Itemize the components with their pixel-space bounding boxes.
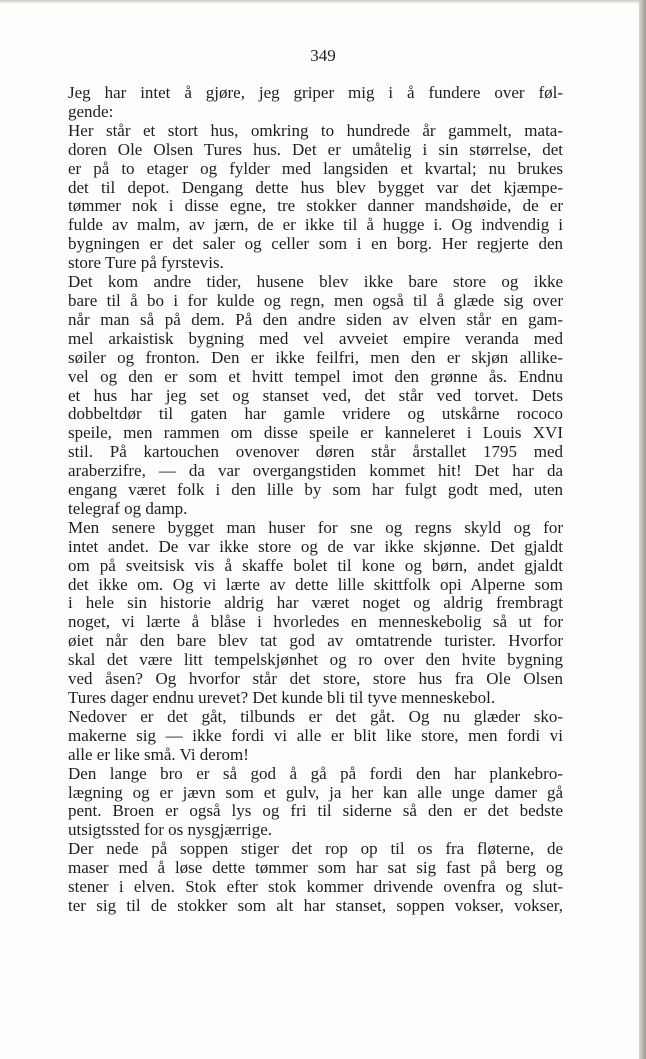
text-line: noget, vi lærte å blåse i hvorledes en menneskebolig så ut for	[68, 612, 563, 632]
text-line: Nedover er det gåt, tilbunds er det gåt. Og nu glæder sko-	[68, 706, 563, 726]
paragraph	[49, 273, 563, 519]
text-line: Den lange bro er så god å gå på fordi den har plankebro-	[68, 763, 563, 783]
text-line: fulde av malm, av jærn, de er ikke til å hugge i. Og indvendig i	[68, 215, 563, 235]
paragraph	[49, 122, 563, 273]
text-line: ved åsen? Og hvorfor står det store, store hus fra Ole Olsen	[68, 669, 563, 689]
text-line: Tures dager endnu urevet? Det kunde bli til tyve menneskebol.	[68, 688, 496, 707]
body-text	[49, 84, 563, 916]
text-line: øiet når den bare blev tat god av omtatrende turister. Hvorfor	[68, 631, 563, 651]
page-top-edge	[0, 0, 646, 4]
text-line: bygningen er det saler og celler som i en borg. Her regjerte den	[68, 234, 563, 254]
text-line: Jeg har intet å gjøre, jeg griper mig i å fundere over føl-	[68, 83, 563, 102]
text-line: araberzifre, — da var overgangstiden kommet hit! Det har da	[68, 461, 563, 481]
text-line: et hus har jeg set og stanset ved, det står ved torvet. Dets	[68, 385, 563, 405]
text-line: alle er like små. Vi derom!	[68, 744, 249, 764]
text-line: dobbeltdør til gaten har gamle vridere og utskårne rococo	[68, 404, 563, 424]
text-line: er på to etager og fylder med langsiden et kvartal; nu brukes	[68, 158, 563, 178]
text-line: telegraf og damp.	[68, 498, 188, 518]
text-line: det til depot. Dengang dette hus blev bygget var det kjæmpe-	[68, 177, 563, 197]
text-line: søiler og fronton. Den er ikke feilfri, men den er skjøn allike-	[68, 347, 563, 367]
paragraph	[49, 708, 563, 765]
text-line: Men senere bygget man huser for sne og regns skyld og for	[68, 517, 563, 537]
text-line: vel og den er som et hvitt tempel imot den grønne ås. Endnu	[68, 366, 563, 386]
text-line: Det kom andre tider, husene blev ikke bare store og ikke	[68, 272, 563, 292]
text-line: Der nede på soppen stiger det rop op til os fra fløterne, de	[68, 839, 563, 859]
paragraph	[49, 765, 563, 841]
text-line: doren Ole Olsen Tures hus. Det er umåtelig i sin størrelse, det	[68, 139, 563, 159]
text-line: tømmer nok i disse egne, tre stokker danner mandshøide, de er	[68, 196, 563, 216]
text-line: ter sig til de stokker som alt har stanset, soppen vokser, vokser,	[68, 895, 563, 915]
text-line: stener i elven. Stok efter stok kommer drivende ovenfra og slut-	[68, 877, 563, 897]
text-line: bare til å bo i for kulde og regn, men også til å glæde sig over	[68, 290, 563, 310]
text-line: når man så på dem. På den andre siden av elven står en gam-	[68, 309, 563, 329]
text-line: lægning og er jævn som et gulv, ja her kan alle unge damer gå	[68, 782, 563, 802]
text-line: pent. Broen er også lys og fri til siderne så den er det bedste	[68, 801, 563, 821]
paragraph	[49, 84, 563, 122]
text-line: maser med å løse dette tømmer som har sat sig fast på berg og	[68, 858, 563, 878]
text-line: makerne sig — ikke fordi vi alle er blit like store, men fordi vi	[68, 725, 563, 745]
text-line: utsigtssted for os nysgjærrige.	[68, 820, 272, 840]
text-line: stil. På kartouchen ovenover døren står årstallet 1795 med	[68, 442, 563, 462]
text-line: intet andet. De var ikke store og de var ikke skjønne. Det gjaldt	[68, 536, 563, 556]
text-line: gende:	[68, 101, 114, 121]
page-right-edge	[639, 0, 646, 1059]
paragraph	[49, 840, 563, 916]
text-line: store Ture på fyrstevis.	[68, 253, 224, 273]
text-line: i hele sin historie aldrig har været noget og aldrig frembragt	[68, 593, 563, 613]
text-line: om på sveitsisk vis å skaffe bolet til kone og børn, andet gjaldt	[68, 555, 563, 575]
text-line: Her står et stort hus, omkring to hundrede år gammelt, mata-	[68, 120, 563, 140]
page-number: 349	[310, 46, 336, 65]
text-line: det ikke om. Og vi lærte av dette lille skittfolk opi Alperne som	[68, 574, 563, 594]
text-line: skal det være litt tempelskjønhet og ro over den hvite bygning	[68, 650, 563, 670]
paragraph	[49, 519, 563, 708]
text-line: mel arkaistisk bygning med vel avveiet empire veranda med	[68, 328, 563, 348]
text-line: engang været folk i den lille by som har fulgt godt med, uten	[68, 480, 563, 500]
text-line: speile, men rammen om disse speile er kanneleret i Louis XVI	[68, 423, 563, 443]
